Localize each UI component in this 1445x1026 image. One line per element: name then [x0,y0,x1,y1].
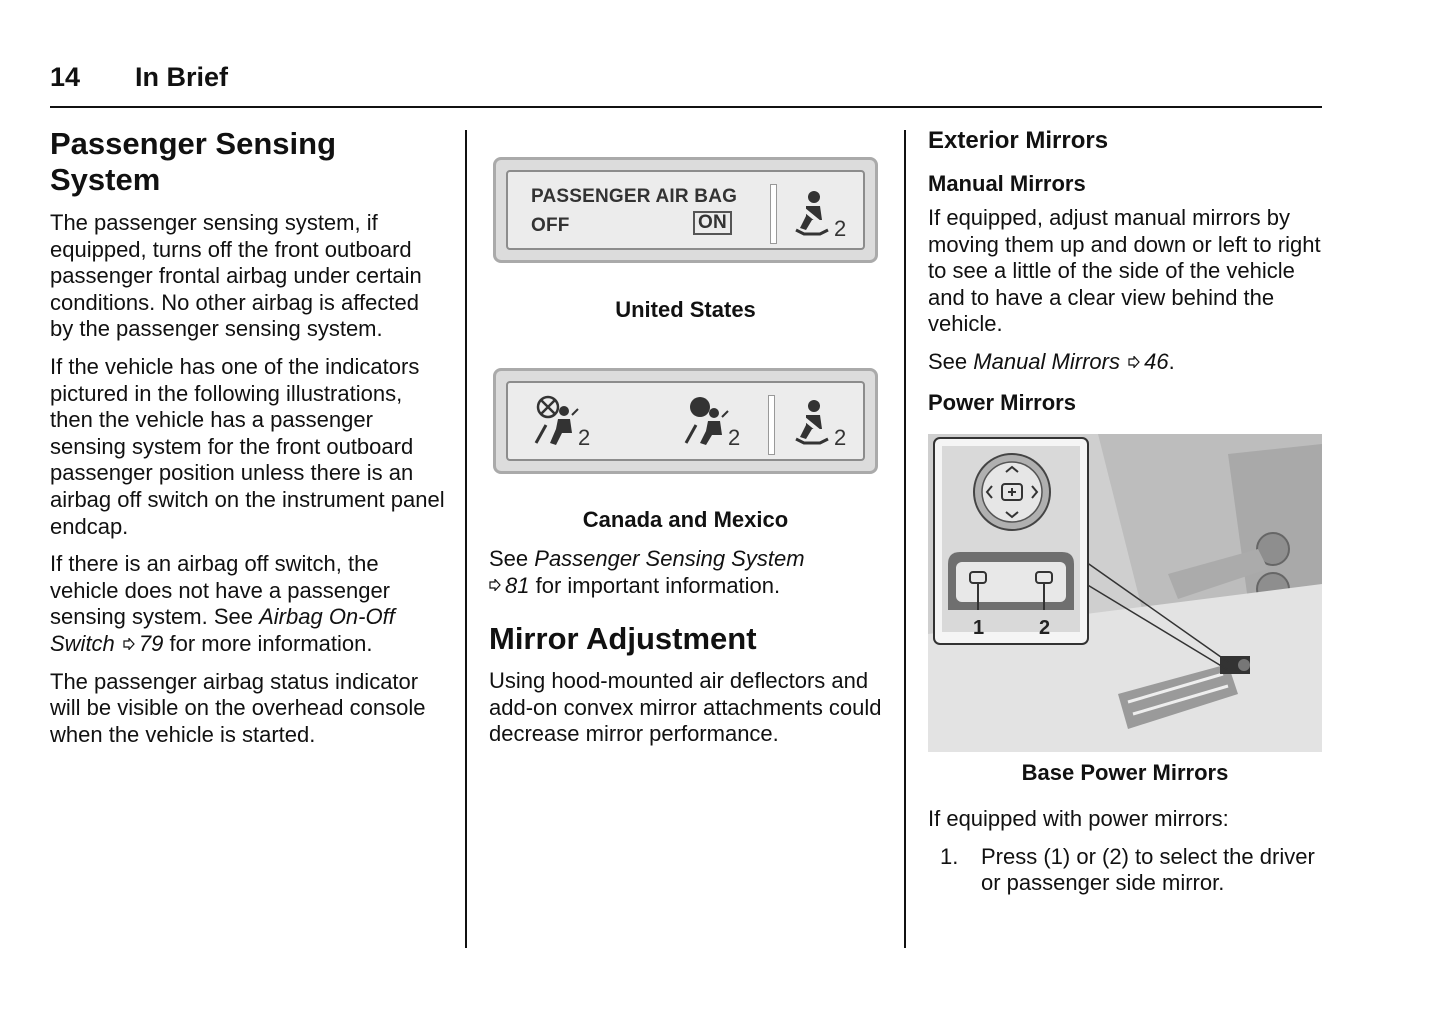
exterior-mirrors-title: Exterior Mirrors [928,127,1109,154]
passenger-sensing-link[interactable]: Passenger Sensing System [534,546,805,571]
steps-list [928,844,1328,897]
mirror-adjustment-title: Mirror Adjustment [489,621,757,657]
page-ref[interactable]: 46 [1144,348,1169,374]
passenger-sensing-title: Passenger Sensing System [50,126,337,197]
header-rule [50,106,1322,108]
list-item [928,844,1328,897]
us-airbag-indicator-panel [493,157,878,263]
cm-caption: Canada and Mexico [582,507,789,532]
section-title: In Brief [135,62,229,92]
paragraph: If equipped with power mirrors: [928,806,1229,831]
column-divider-1 [465,130,467,948]
seatbelt-icon [792,399,830,445]
page-ref[interactable]: 81 [505,572,530,598]
panel-divider [770,184,777,244]
manual-mirrors-link[interactable]: Manual Mirrors [973,348,1120,374]
seat-number-2: 2 [728,425,741,450]
paragraph: The passenger airbag status indicator will be visible on the overhead console when the vehicle is started. [50,668,426,747]
seatbelt-icon [792,190,830,236]
text: . [1168,348,1175,374]
page-ref-arrow-icon [489,579,501,591]
paragraph: The passenger sensing system, if equipped, turns off the front outboard passenger frontal airbag under certain conditions. No other airbag is affected by the passenger sensing system. [50,210,422,342]
text: See [489,546,535,571]
page-ref[interactable]: 79 [138,630,164,656]
page-ref-arrow-icon [123,638,135,650]
panel-divider [768,395,775,455]
seat-number: 2 [834,216,847,241]
figure-caption: Base Power Mirrors [1021,760,1229,785]
power-mirrors-text [928,806,1328,897]
airbag-on-icon [682,395,730,447]
airbag-switch-link[interactable]: Airbag On-Off Switch [50,604,395,656]
cm-airbag-indicator-panel [493,368,878,474]
step-text: Press (1) or (2) to select the driver or passenger side mirror. [981,843,1315,896]
middle-text [489,546,889,748]
step-number: 1. [940,843,959,869]
page-ref-arrow-icon [1128,356,1140,368]
text: for more information. [163,630,373,656]
text: See [928,348,974,374]
panel-airbag-label: PASSENGER AIR BAG [531,186,738,207]
seat-number-3: 2 [834,425,847,450]
paragraph: If equipped, adjust manual mirrors by moving them up and down or left to right to see a little of the side of the vehicle and to have a clear view behind the vehicle. [928,205,1321,337]
paragraph [489,546,889,599]
paragraph [928,349,1328,376]
paragraph: If the vehicle has one of the indicators pictured in the following illustrations, then the vehicle has a passenger sensing system for the front outboard passenger position unless there is an airbag off switch on the instrument panel endcap. [50,353,445,539]
right-column [928,126,1328,417]
seat-number-1: 2 [578,425,591,450]
power-mirrors-figure [928,434,1322,752]
column-divider-2 [904,130,906,948]
figure-label-2: 2 [1039,617,1051,639]
us-caption: United States [615,297,756,322]
panel-on-label: ON [693,211,732,235]
paragraph [50,551,445,657]
door-panel-illustration [928,434,1322,752]
airbag-off-icon [532,395,580,447]
left-column [50,126,445,748]
paragraph: Using hood-mounted air deflectors and add-on convex mirror attachments could decrease mirror performance. [489,668,882,747]
power-mirrors-title: Power Mirrors [928,389,1076,415]
panel-off-label: OFF [531,215,570,236]
figure-label-1: 1 [973,617,985,639]
text: If there is an airbag off switch, the vehicle does not have a passenger sensing system. See [50,551,391,630]
text: for important information. [529,572,781,598]
page-number: 14 [50,62,81,92]
manual-mirrors-title: Manual Mirrors [928,171,1086,196]
